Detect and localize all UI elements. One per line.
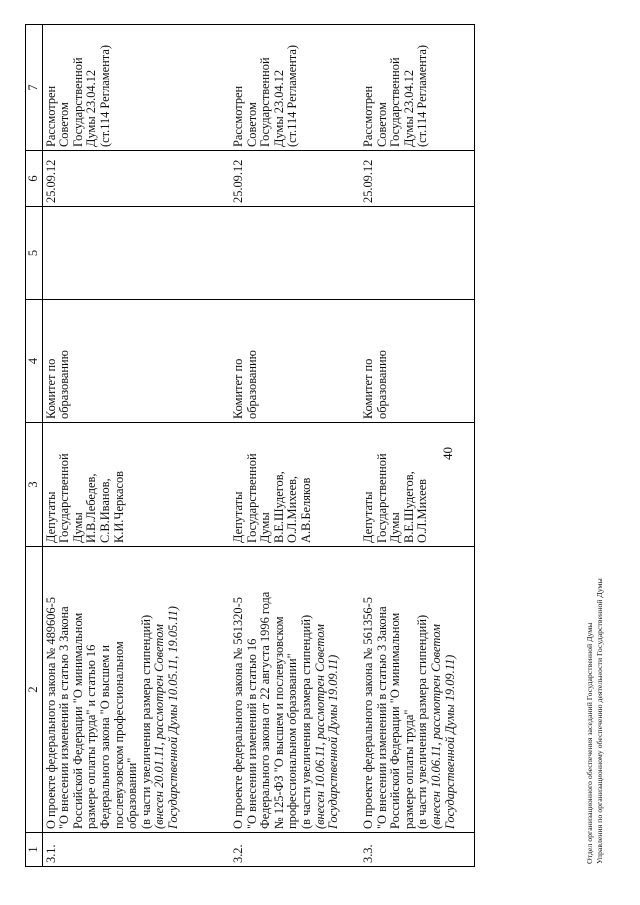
header-row — [26, 25, 43, 867]
bill-text: О проекте федерального закона № 489606-5 "О внесении изменений в статью 3 Закона Российской Федерации "О минимальном размере оплаты труда" и статью 16 Федерального закона "О высшем и послевузовском профессиональном образовании" (в части увеличения размера стипендий) — [43, 597, 153, 829]
col-header-4: 4 — [26, 300, 43, 423]
review-date: 25.09.12 — [230, 151, 360, 207]
bill-text: О проекте федерального закона № 561320-5 "О внесении изменений в статью 16 Федерального закона от 22 августа 1996 года № 125-ФЗ "О высшем и послевузовском профессиональном образовании" (в части увеличения размера стипендий) — [231, 591, 314, 829]
bill-status: Рассмотрен Советом Государственной Думы 23.04.12 (ст.114 Регламента) — [361, 45, 430, 147]
review-date: 25.09.12 — [360, 151, 474, 207]
bill-authors: Депутаты Государственной Думы В.Е.Шудегов, О.Л.Михеев — [361, 453, 430, 543]
bill-status: Рассмотрен Советом Государственной Думы 23.04.12 (ст.114 Регламента) — [43, 45, 112, 147]
bill-description — [360, 547, 474, 833]
table-row — [360, 25, 474, 867]
col-header-6: 6 — [26, 151, 43, 207]
bill-authors: Депутаты Государственной Думы В.Е.Шудегов, О.Л.Михеев, А.В.Беляков — [231, 453, 314, 543]
table-row — [42, 25, 230, 867]
review-date: 25.09.12 — [42, 151, 230, 207]
page-number: 40 — [440, 447, 455, 460]
row-number: 3.1. — [42, 833, 230, 867]
bill-description — [42, 547, 230, 833]
bill-note: (внесен 20.01.11, рассмотрен Советом Государственной Думы 10.05.11, 19.05.11) — [152, 606, 180, 829]
footer — [585, 578, 604, 864]
rotated-page — [20, 20, 620, 882]
bill-note: (внесен 10.06.11, рассмотрен Советом Государственной Думы 19.09.11) — [429, 624, 457, 829]
bill-status: Рассмотрен Советом Государственной Думы 23.04.12 (ст.114 Регламента) — [231, 45, 300, 147]
agenda-table — [25, 24, 475, 867]
bill-description — [230, 547, 360, 833]
bill-text: О проекте федерального закона № 561356-5 "О внесении изменений в статью 3 Закона Российской Федерации "О минимальном размере оплаты труда" (в части увеличения размера стипендий) — [361, 597, 430, 829]
responsible-committee: Комитет по образованию — [43, 350, 72, 419]
footer-line-1: Отдел организационного обеспечения заседаний Государственной Думы — [585, 622, 594, 864]
col-header-7: 7 — [26, 25, 43, 151]
bill-authors: Депутаты Государственной Думы И.В.Лебедев, С.В.Иванов, К.И.Черкасов — [43, 453, 126, 543]
table-row — [230, 25, 360, 867]
col-header-2: 2 — [26, 547, 43, 833]
col-header-1: 1 — [26, 833, 43, 867]
responsible-committee: Комитет по образованию — [361, 350, 389, 419]
footer-line-2: Управления по организационному обеспечению деятельности Государственной Думы — [594, 578, 604, 864]
row-number: 3.2. — [230, 833, 360, 867]
row-number: 3.3. — [360, 833, 474, 867]
col-header-5: 5 — [26, 207, 43, 300]
responsible-committee: Комитет по образованию — [231, 350, 259, 419]
col-header-3: 3 — [26, 423, 43, 547]
bill-note: (внесен 10.06.11, рассмотрен Советом Государственной Думы 19.09.11) — [312, 624, 341, 829]
